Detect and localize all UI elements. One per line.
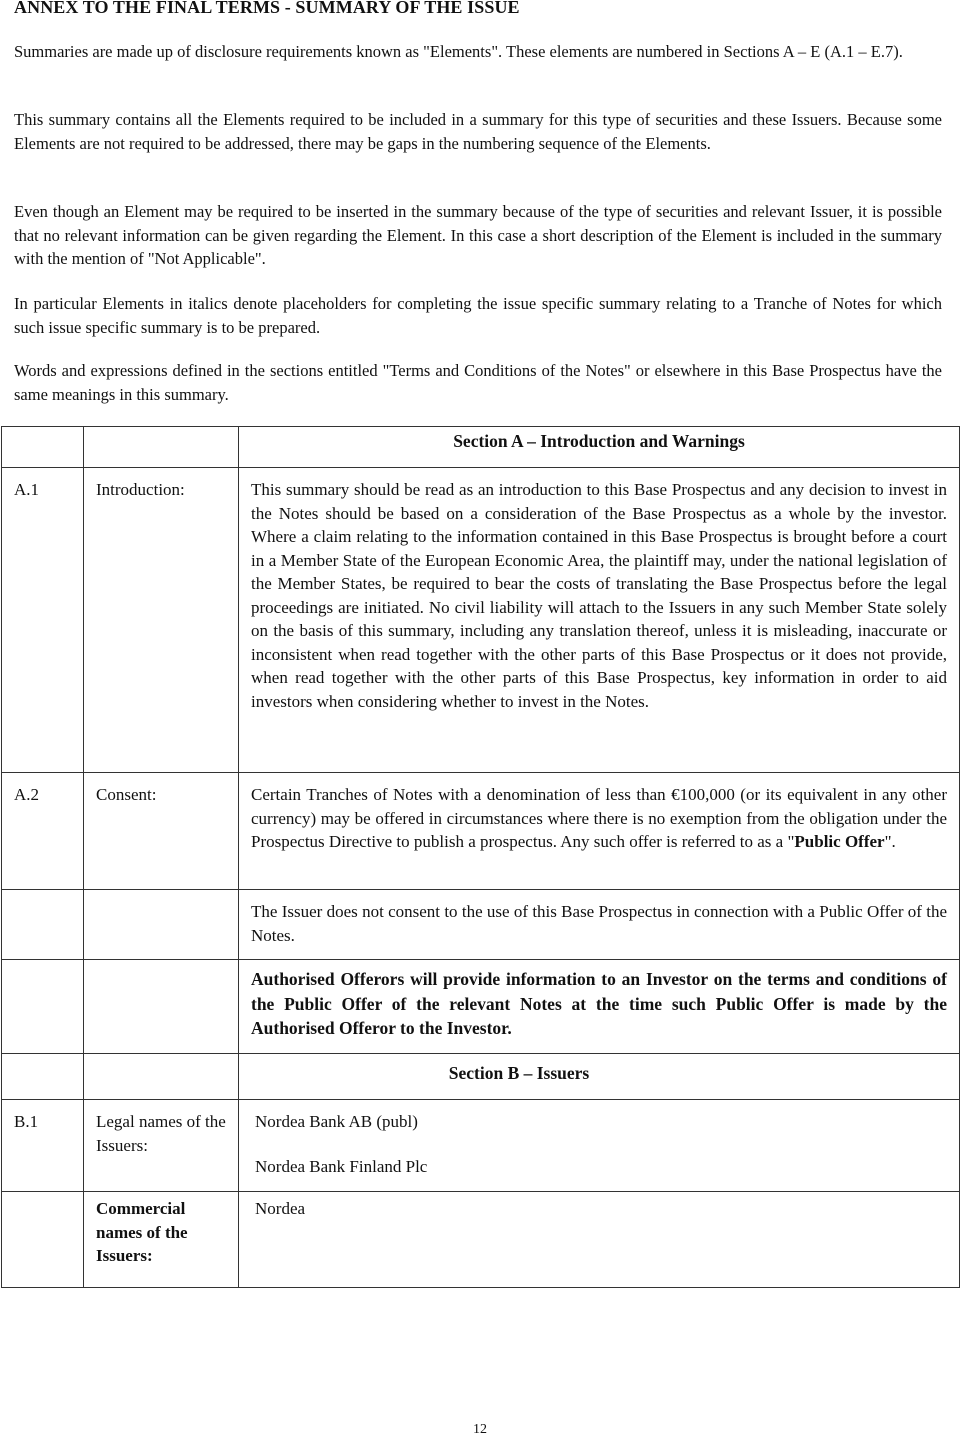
commercial-label-cell — [84, 1192, 239, 1288]
element-a2-row — [2, 773, 960, 890]
b1-names-cell — [239, 1100, 960, 1192]
commercial-names-label: Commercial names of the Issuers: — [96, 1199, 188, 1265]
issuer-name-2: Nordea Bank Finland Plc — [255, 1156, 428, 1176]
intro-paragraph-5: Words and expressions defined in the sections entitled "Terms and Conditions of the Notes" or elsewhere in this Base Prospectus have the same meanings in this summary. — [14, 361, 942, 404]
section-a-title: Section A – Introduction and Warnings — [453, 431, 745, 451]
a2-authorised-offerors-text: Authorised Offerors will provide information to an Investor on the terms and conditions of the Public Offer of the relevant Notes at the time such Public Offer is made by the Authorised Offeror to the Investor. — [251, 969, 947, 1038]
annex-heading: ANNEX TO THE FINAL TERMS - SUMMARY OF THE ISSUE — [14, 0, 520, 17]
element-a2-row-3 — [2, 960, 960, 1054]
issuer-name-1: Nordea Bank AB (publ) — [255, 1112, 418, 1131]
commercial-name: Nordea — [255, 1199, 306, 1218]
a2-ref-cell — [2, 773, 84, 890]
a2-label-cell — [84, 773, 239, 890]
section-a-title-cell — [239, 427, 960, 468]
summary-table — [1, 426, 960, 1288]
a1-ref: A.1 — [14, 480, 40, 499]
a2-text3-cell — [239, 960, 960, 1054]
empty-cell — [2, 960, 84, 1054]
a2-text-cell — [239, 773, 960, 890]
b1-label: Legal names of the Issuers: — [96, 1112, 226, 1155]
intro-paragraph-2: This summary contains all the Elements required to be included in a summary for this type of securities and these Issuers. Because some Elements are not required to be addressed, there may be gaps in the numbering sequence of the Elements. — [14, 110, 942, 153]
b1-ref: B.1 — [14, 1112, 39, 1131]
a1-label-cell — [84, 468, 239, 773]
element-a1-row — [2, 468, 960, 773]
empty-cell — [2, 427, 84, 468]
element-a2-row-2 — [2, 890, 960, 960]
section-b-title: Section B – Issuers — [448, 1063, 590, 1083]
section-b-title-cell — [239, 1054, 960, 1100]
commercial-name-cell — [239, 1192, 960, 1288]
intro-paragraph-1: Summaries are made up of disclosure requirements known as "Elements". These elements are numbered in Sections A – E (A.1 – E.7). — [14, 42, 903, 61]
empty-cell — [2, 1054, 84, 1100]
a1-ref-cell — [2, 468, 84, 773]
section-b-header-row — [2, 1054, 960, 1100]
a2-text-after: ". — [884, 832, 896, 851]
empty-cell — [84, 960, 239, 1054]
a2-label: Consent: — [96, 785, 157, 804]
page-number: 12 — [473, 1422, 487, 1437]
element-b1-commercial-row — [2, 1192, 960, 1288]
element-b1-row — [2, 1100, 960, 1192]
a2-text2-cell — [239, 890, 960, 960]
b1-label-cell — [84, 1100, 239, 1192]
b1-ref-cell — [2, 1100, 84, 1192]
intro-paragraph-3: Even though an Element may be required to be inserted in the summary because of the type of securities and relevant Issuer, it is possible that no relevant information can be given regarding the Element. In this case a short description of the Element is included in the summary with the mention of "Not Applicable". — [14, 202, 942, 268]
a1-label: Introduction: — [96, 480, 185, 499]
empty-cell — [2, 890, 84, 960]
intro-paragraph-4: In particular Elements in italics denote placeholders for completing the issue specific summary relating to a Tranche of Notes for which such issue specific summary is to be prepared. — [14, 294, 942, 337]
a1-text-cell — [239, 468, 960, 773]
empty-cell — [84, 890, 239, 960]
empty-cell — [84, 1054, 239, 1100]
a2-text — [251, 783, 947, 854]
a2-consent-text: The Issuer does not consent to the use of this Base Prospectus in connection with a Public Offer of the Notes. — [251, 902, 947, 945]
empty-cell — [84, 427, 239, 468]
section-a-header-row — [2, 427, 960, 468]
a2-text-before: Certain Tranches of Notes with a denomination of less than €100,000 (or its equivalent in any other currency) may be offered in circumstances where there is no exemption from the obligation under the Prospectus Directive to publish a prospectus. Any such offer is referred to as a " — [251, 785, 947, 851]
a2-ref: A.2 — [14, 785, 40, 804]
a1-text: This summary should be read as an introduction to this Base Prospectus and any decision to invest in the Notes should be based on a consideration of the Base Prospectus as a whole by the investor. Where a claim relating to the information contained in this Base Prospectus is brought before a court in a Member State of the European Economic Area, the plaintiff may, under the national legislation of the Member States, be required to bear the costs of translating the Base Prospectus before the legal proceedings are initiated. No civil liability will attach to the Issuers in any such Member State solely on the basis of this summary, including any translation thereof, unless it is misleading, inaccurate or inconsistent when read together with the other parts of this Base Prospectus or it does not provide, when read together with the other parts of this Base Prospectus, key information in order to aid investors when considering whether to invest in the Notes. — [251, 480, 947, 711]
public-offer-term: Public Offer — [794, 832, 885, 851]
empty-cell — [2, 1192, 84, 1288]
